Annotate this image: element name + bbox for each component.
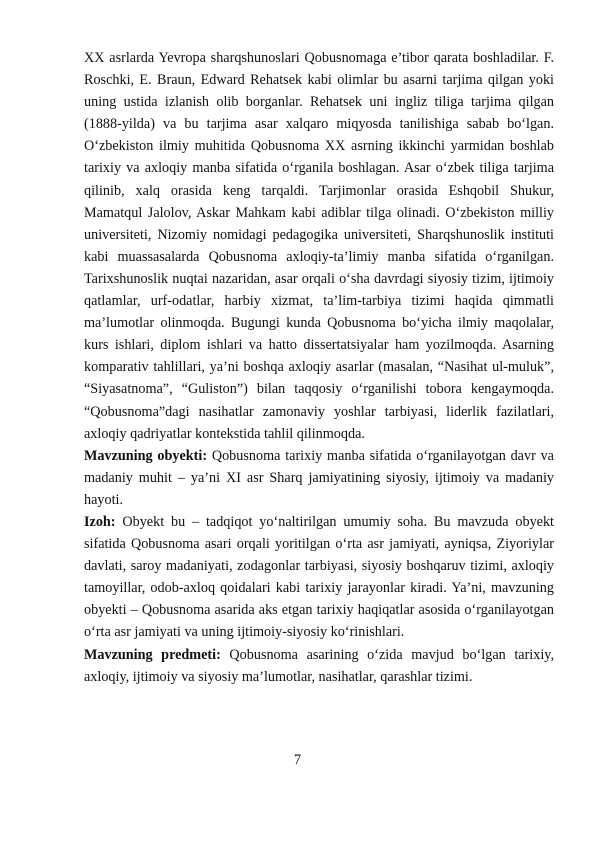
object-label: Mavzuning obyekti: [84,447,208,464]
document-body [84,47,554,688]
note-label: Izoh: [84,513,116,530]
object-text: Qobusnoma tarixiy manba sifatida o‘rganilayotgan davr va madaniy muhit – ya’ni XI asr Sharq jamiyatining siyosiy, ijtimoiy va madaniy hayoti. [84,447,554,508]
subject-text: Qobusnoma asarining o‘zida mavjud bo‘lgan tarixiy, axloqiy, ijtimoiy va siyosiy ma’lumotlar, nasihatlar, qarashlar tizimi. [84,646,554,685]
object-paragraph [84,445,554,511]
note-text: Obyekt bu – tadqiqot yo‘naltirilgan umumiy soha. Bu mavzuda obyekt sifatida Qobusnoma asari orqali yoritilgan o‘rta asr jamiyati, ayniqsa, Ziyoriylar davlati, saroy madaniyati, zodagonlar tarbiyasi, siyosiy boshqaruv tizimi, axloqiy tamoyillar, odob-axloq qoidalari kabi tarixiy jarayonlar kiradi. Ya’ni, mavzuning obyekti – Qobusnoma asarida aks etgan tarixiy haqiqatlar asosida o‘rganilayotgan o‘rta asr jamiyati va uning ijtimoiy-siyosiy ko‘rinishlari. [84,513,554,641]
subject-label: Mavzuning predmeti: [84,646,221,663]
page-number: 7 [293,752,302,768]
note-paragraph [84,511,554,644]
intro-paragraph: XX asrlarda Yevropa sharqshunoslari Qobusnomaga e’tibor qarata boshladilar. F. Roschki, E. Braun, Edward Rehatsek kabi olimlar bu asarni tarjima qilgan yoki uning ustida izlanish olib borganlar. Rehatsek uni ingliz tiliga tarjima qilgan (1888-yilda) va bu tarjima asar xalqaro miqyosda tanilishiga sabab bo‘lgan. O‘zbekiston ilmiy muhitida Qobusnoma XX asrning ikkinchi yarmidan boshlab tarixiy va axloqiy manba sifatida o‘rganila boshlagan. Asar o‘zbek tiliga tarjima qilinib, xalq orasida keng tarqaldi. Tarjimonlar orasida Eshqobil Shukur, Mamatqul Jalolov, Askar Mahkam kabi adiblar tilga olinadi. O‘zbekiston milliy universiteti, Nizomiy nomidagi pedagogika universiteti, Sharqshunoslik instituti kabi muassasalarda Qobusnoma axloqiy-ta’limiy manba sifatida o‘rganilgan. Tarixshunoslik nuqtai nazaridan, asar orqali o‘sha davrdagi siyosiy tizim, ijtimoiy qatlamlar, urf-odatlar, harbiy xizmat, ta’lim-tarbiya tizimi haqida qimmatli ma’lumotlar olinmoqda. Bugungi kunda Qobusnoma bo‘yicha ilmiy maqolalar, kurs ishlari, diplom ishlari va hatto dissertatsiyalar ham yozilmoqda. Asarning komparativ tahlillari, ya’ni boshqa axloqiy asarlar (masalan, “Nasihat ul-muluk”, “Siyasatnoma”, “Guliston”) bilan taqqosiy o‘rganilishi tobora kengaymoqda. “Qobusnoma”dagi nasihatlar zamonaviy yoshlar tarbiyasi, liderlik fazilatlari, axloqiy qadriyatlar kontekstida tahlil qilinmoqda. [84,50,554,442]
subject-paragraph [84,644,554,688]
